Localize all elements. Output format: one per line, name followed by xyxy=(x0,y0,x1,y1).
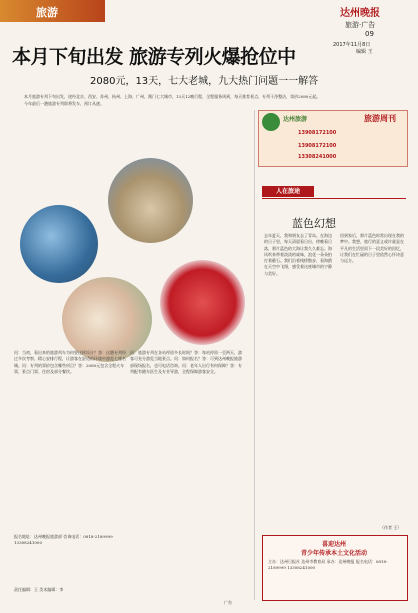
ad-logo-icon xyxy=(262,113,280,131)
column-rule xyxy=(262,198,406,199)
page-number: 09 xyxy=(365,30,374,38)
section-name: 旅游·广告 xyxy=(345,21,376,29)
contact-info: 报名地址：达州晚报旅游部 咨询电话：0818-2189999 13308241000 xyxy=(14,534,113,546)
edit-info: 责任编辑：王 美术编辑：李 xyxy=(14,587,64,592)
ad-phone: 13308241000 xyxy=(298,154,337,160)
subheadline: 2080元，13天，七大老城，九大热门问题一一解答 xyxy=(90,76,319,87)
body-text: 问：旅游专列在各站停留多长时间？答：每站停留一至两天，游客可充分游览当地景点。问：如何报名？答：可到达州晚报旅游部现场报名，也可电话咨询。问：老年人出行有何保障？答：专列配有随车医生及专业导游，全程保障游客安全。 xyxy=(130,350,242,374)
column-text: 去年夏天，我和朋友去了青岛。在海边的日子里，每天清晨看日出，傍晚看日落，那片蓝色的大海让我久久难忘。海风吹来带着淡淡的咸味，浪花一朵朵拍打着礁石。我们沿着栈桥散步，看海鸥在天空中飞翔，感受着这座城市的宁静与美好。 xyxy=(264,233,332,276)
column-label: 人在旅途 xyxy=(262,186,314,197)
ruins-photo xyxy=(108,158,193,243)
column-byline: （作者 王） xyxy=(380,525,402,530)
column-text: 回到家后，那片蓝色时常出现在我的梦中。我想，旅行的意义或许就是在平凡的生活里留下一段美好的回忆，让我们在忙碌的日子里依然心怀诗意与远方。 xyxy=(340,233,404,264)
column-divider xyxy=(254,110,255,600)
headline: 本月下旬出发 旅游专列火爆抢位中 xyxy=(12,46,296,68)
ad-tag: 广告 xyxy=(224,600,232,605)
column-title: 蓝色幻想 xyxy=(292,217,336,230)
promo-heading: 青少年传承本土文化活动 xyxy=(300,550,367,557)
masthead-banner-text: 旅游 xyxy=(36,6,58,19)
promo-heading: 喜迎达州 xyxy=(321,541,346,548)
editor-credit: 编辑 王 xyxy=(356,49,373,55)
ad-phone: 13908172100 xyxy=(298,130,337,136)
issue-date: 2017年11月8日 xyxy=(333,42,371,48)
promo-body: 主办：达州日报社 达州市教育局 承办：达州晚报 报名电话：0818-2189999 13308241000 xyxy=(268,559,388,571)
ad-phone: 13908172100 xyxy=(298,143,337,149)
ad-title: 达州旅游 xyxy=(283,116,308,123)
body-text: 问：当初，看出来的旅游列车为何要这样设计？答：这趟专列经过多次考察，精心安排行程，让游客在舒适的环境中游览七座名城。问：专列的票价包含哪些项目？答：2080元包含全程火车票、景点门票、住宿及部分餐饮。 xyxy=(14,350,126,374)
ad-brand: 旅游周刊 xyxy=(364,113,396,123)
paper-name: 达州晚报 xyxy=(340,8,380,19)
lantern-photo xyxy=(160,260,245,345)
city-skyline-photo xyxy=(20,205,98,283)
intro-paragraph: 本月旅游专列下旬出发，途经北京、西安、苏州、杭州、上海、广州、澳门七大城市，13天12晚行程，全程服务周到，每天推荐景点，专列干净整洁，票价2080元起。今年最后一趟旅游专列即将发车，预订从速。 xyxy=(24,94,321,106)
